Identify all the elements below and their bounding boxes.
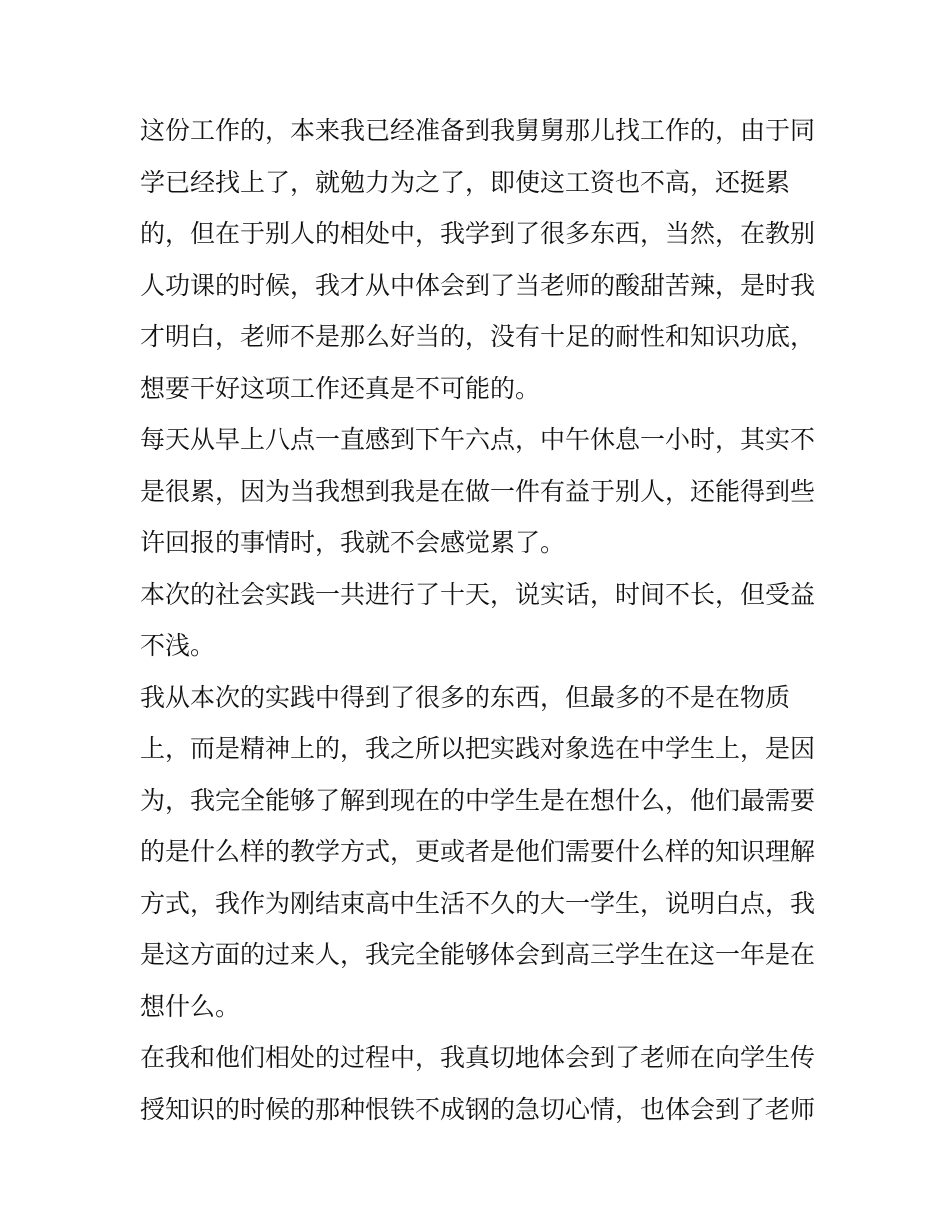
body-text [140, 105, 820, 1135]
text-line: 我从本次的实践中得到了很多的东西，但最多的不是在物质 [140, 682, 791, 712]
text-line: 学已经找上了，就勉力为之了，即使这工资也不高，还挺累 [140, 167, 791, 197]
text-line: 想什么。 [140, 991, 241, 1021]
text-line: 在我和他们相处的过程中，我真切地体会到了老师在向学生传 [140, 1043, 816, 1072]
text-line: 方式，我作为刚结束高中生活不久的大一学生，说明白点，我 [140, 888, 816, 918]
text-line: 每天从早上八点一直感到下午六点，中午休息一小时，其实不 [140, 425, 816, 454]
text-line: 人功课的时候，我才从中体会到了当老师的酸甜苦辣，是时我 [140, 270, 816, 300]
text-line: 想要干好这项工作还真是不可能的。 [140, 373, 541, 403]
text-line: 不浅。 [140, 631, 216, 660]
text-line: 是很累，因为当我想到我是在做一件有益于别人，还能得到些 [140, 476, 816, 506]
text-line: 授知识的时候的那种恨铁不成钢的急切心情，也体会到了老师 [140, 1094, 816, 1124]
text-line: 是这方面的过来人，我完全能够体会到高三学生在这一年是在 [140, 940, 816, 969]
text-line: 这份工作的，本来我已经准备到我舅舅那儿找工作的，由于同 [140, 116, 816, 145]
text-line: 为，我完全能够了解到现在的中学生是在想什么，他们最需要 [140, 785, 816, 815]
text-line: 上，而是精神上的，我之所以把实践对象选在中学生上，是因 [140, 734, 816, 763]
text-line: 才明白，老师不是那么好当的，没有十足的耐性和知识功底， [140, 322, 816, 351]
text-line: 本次的社会实践一共进行了十天，说实话，时间不长，但受益 [140, 579, 816, 609]
text-line: 许回报的事情时，我就不会感觉累了。 [140, 528, 566, 557]
text-line: 的是什么样的教学方式，更或者是他们需要什么样的知识理解 [140, 837, 816, 866]
text-line: 的，但在于别人的相处中，我学到了很多东西，当然，在教别 [140, 219, 816, 248]
